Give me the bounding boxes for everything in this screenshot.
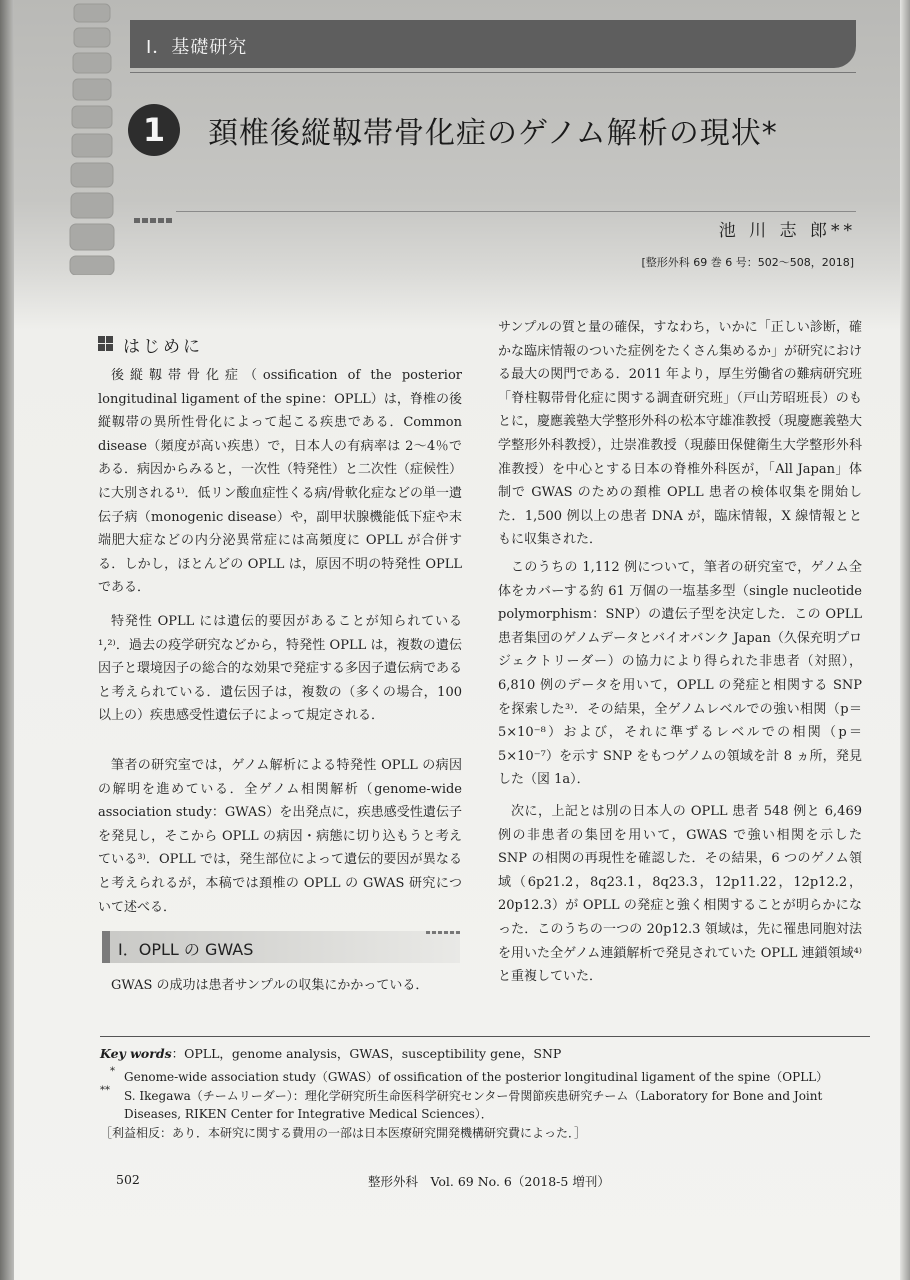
footnote-divider <box>100 1036 870 1037</box>
heading-stripes <box>426 931 460 934</box>
intro-heading <box>98 332 203 357</box>
paragraph: GWAS の成功は患者サンプルの収集にかかっている． <box>111 978 429 993</box>
page-edge-shadow <box>900 0 910 1280</box>
title-rule <box>176 211 856 212</box>
paragraph: サンプルの質と量の確保，すなわち，いかに「正しい診断，確かな臨床情報のついた症例をたくさん集めるか」が研究における最大の関門である．2011 年より，厚生労働省の難病研究班「脊柱靱帯骨化症に関する調査研究班」（戸山芳昭班長）のもとに，慶應義塾大学整形外科の松本守雄准教授（現慶應義塾大学整形外科教授），辻崇准教授（現藤田保健衛生大学整形外科准教授）を中心とする日本の脊椎外科医が，「All Japan」体制で GWAS のための頚椎 OPLL 患者の検体収集を開始した．1,500 例以上の患者 DNA が，臨床情報，X 線情報とともに収集された． <box>498 320 863 548</box>
gwas-section-heading <box>102 931 460 963</box>
keywords <box>100 1044 561 1062</box>
paragraph: 次に，上記とは別の日本人の OPLL 患者 548 例と 6,469 例の非患者の集団を用いて，GWAS で強い相関を示した SNP の相関の再現性を確認した．その結果，6 つのゲノム領域（6p21.2，8q23.1，8q23.3，12p11.22，12p12.2，20p12.3）が OPLL の発症と強く相関することが明らかになった．このうちの一つの 20p12.3 領域は，先に罹患同胞対法を用いた全ゲノム連鎖解析で発見されていた OPLL 連鎖領域⁴⁾と重複していた． <box>498 804 862 985</box>
gwas-heading-text: Ⅰ．OPLL の GWAS <box>118 940 254 959</box>
running-footer: 整形外科 Vol. 69 No. 6（2018-5 増刊） <box>368 1174 610 1189</box>
section-label: Ⅰ．基礎研究 <box>146 37 248 58</box>
article-title: 頚椎後縦靱帯骨化症のゲノム解析の現状* <box>208 116 778 151</box>
author-name: 池 川 志 郎** <box>718 221 856 241</box>
footnote-mark: ** <box>100 1085 110 1096</box>
footnote-2-line-1: S. Ikegawa（チームリーダー）：理化学研究所生命医科学研究センター骨関節疾患研究チーム（Laboratory for Bone and Joint <box>124 1089 823 1103</box>
footnote-mark: * <box>110 1066 115 1077</box>
chapter-number-badge: 1 <box>128 104 180 156</box>
keywords-list: ：OPLL，genome analysis，GWAS，susceptibility gene，SNP <box>171 1046 562 1061</box>
paragraph: 後縦靱帯骨化症（ossification of the posterior longitudinal ligament of the spine：OPLL）は，脊椎の後縦靱帯の異所性骨化によって起こる疾患である．Common disease（頻度が高い疾患）で，日本人の有病率は 2～4％である．病因からみると，一次性（特発性）と二次性（症候性）に大別される¹⁾．低リン酸血症性くる病/骨軟化症などの単一遺伝子病（monogenic disease）や，副甲状腺機能低下症や末端肥大症などの内分泌異常症には高頻度に OPLL が合併する．しかし，ほとんどの OPLL は，原因不明の特発性 OPLL である． <box>98 368 463 596</box>
paragraph: 特発性 OPLL には遺伝的要因があることが知られている¹,²⁾．過去の疫学研究などから，特発性 OPLL は，複数の遺伝因子と環境因子の総合的な効果で発症する多因子遺伝病であると考えられている．遺伝因子は，複数の（多くの場合，100 以上の）疾患感受性遺伝子によって規定される． <box>98 614 463 724</box>
conflict-of-interest: ［利益相反：あり．本研究に関する費用の一部は日本医療研究開発機構研究費によった．］ <box>100 1126 587 1140</box>
journal-citation: [整形外科 69 巻 6 号：502～508，2018] <box>641 256 854 269</box>
spine-illustration <box>52 0 132 275</box>
keywords-label: Key words <box>100 1046 172 1061</box>
page-edge-shadow <box>0 0 14 1280</box>
heading-square-icon <box>98 336 115 353</box>
page-number: 502 <box>116 1172 140 1187</box>
title-rule-dots <box>134 208 174 227</box>
footnote-2-line-2: Diseases, RIKEN Center for Integrative Medical Sciences）． <box>124 1107 493 1121</box>
footnote-1: Genome-wide association study（GWAS）of ossification of the posterior longitudinal ligament of the spine（OPLL） <box>124 1070 829 1084</box>
paragraph: 筆者の研究室では，ゲノム解析による特発性 OPLL の病因の解明を進めている．全ゲノム相関解析（genome-wide association study：GWAS）を出発点に，疾患感受性遺伝子を発見し，そこから OPLL の病因・病態に切り込もうと考えている³⁾．OPLL では，発生部位によって遺伝的要因が異なると考えられるが，本稿では頚椎の OPLL の GWAS 研究について述べる． <box>98 758 462 915</box>
intro-heading-text: はじめに <box>123 337 203 357</box>
header-divider <box>130 72 856 73</box>
paragraph: このうちの 1,112 例について，筆者の研究室で，ゲノム全体をカバーする約 61 万個の一塩基多型（single nucleotide polymorphism：SNP）の遺伝子型を決定した．この OPLL 患者集団のゲノムデータとバイオバンク Japan（久保充明プロジェクトリーダー）の協力により得られた非患者（対照），6,810 例のデータを用いて，OPLL の発症と相関する SNP を探索した³⁾．その結果，全ゲノムレベルでの強い相関（p＝5×10⁻⁸）および，それに準ずるレベルでの相関（p＝5×10⁻⁷）を示す SNP をもつゲノムの領域を計 8 ヵ所，発見した（図 1a）． <box>498 560 862 788</box>
heading-tag <box>102 931 110 963</box>
